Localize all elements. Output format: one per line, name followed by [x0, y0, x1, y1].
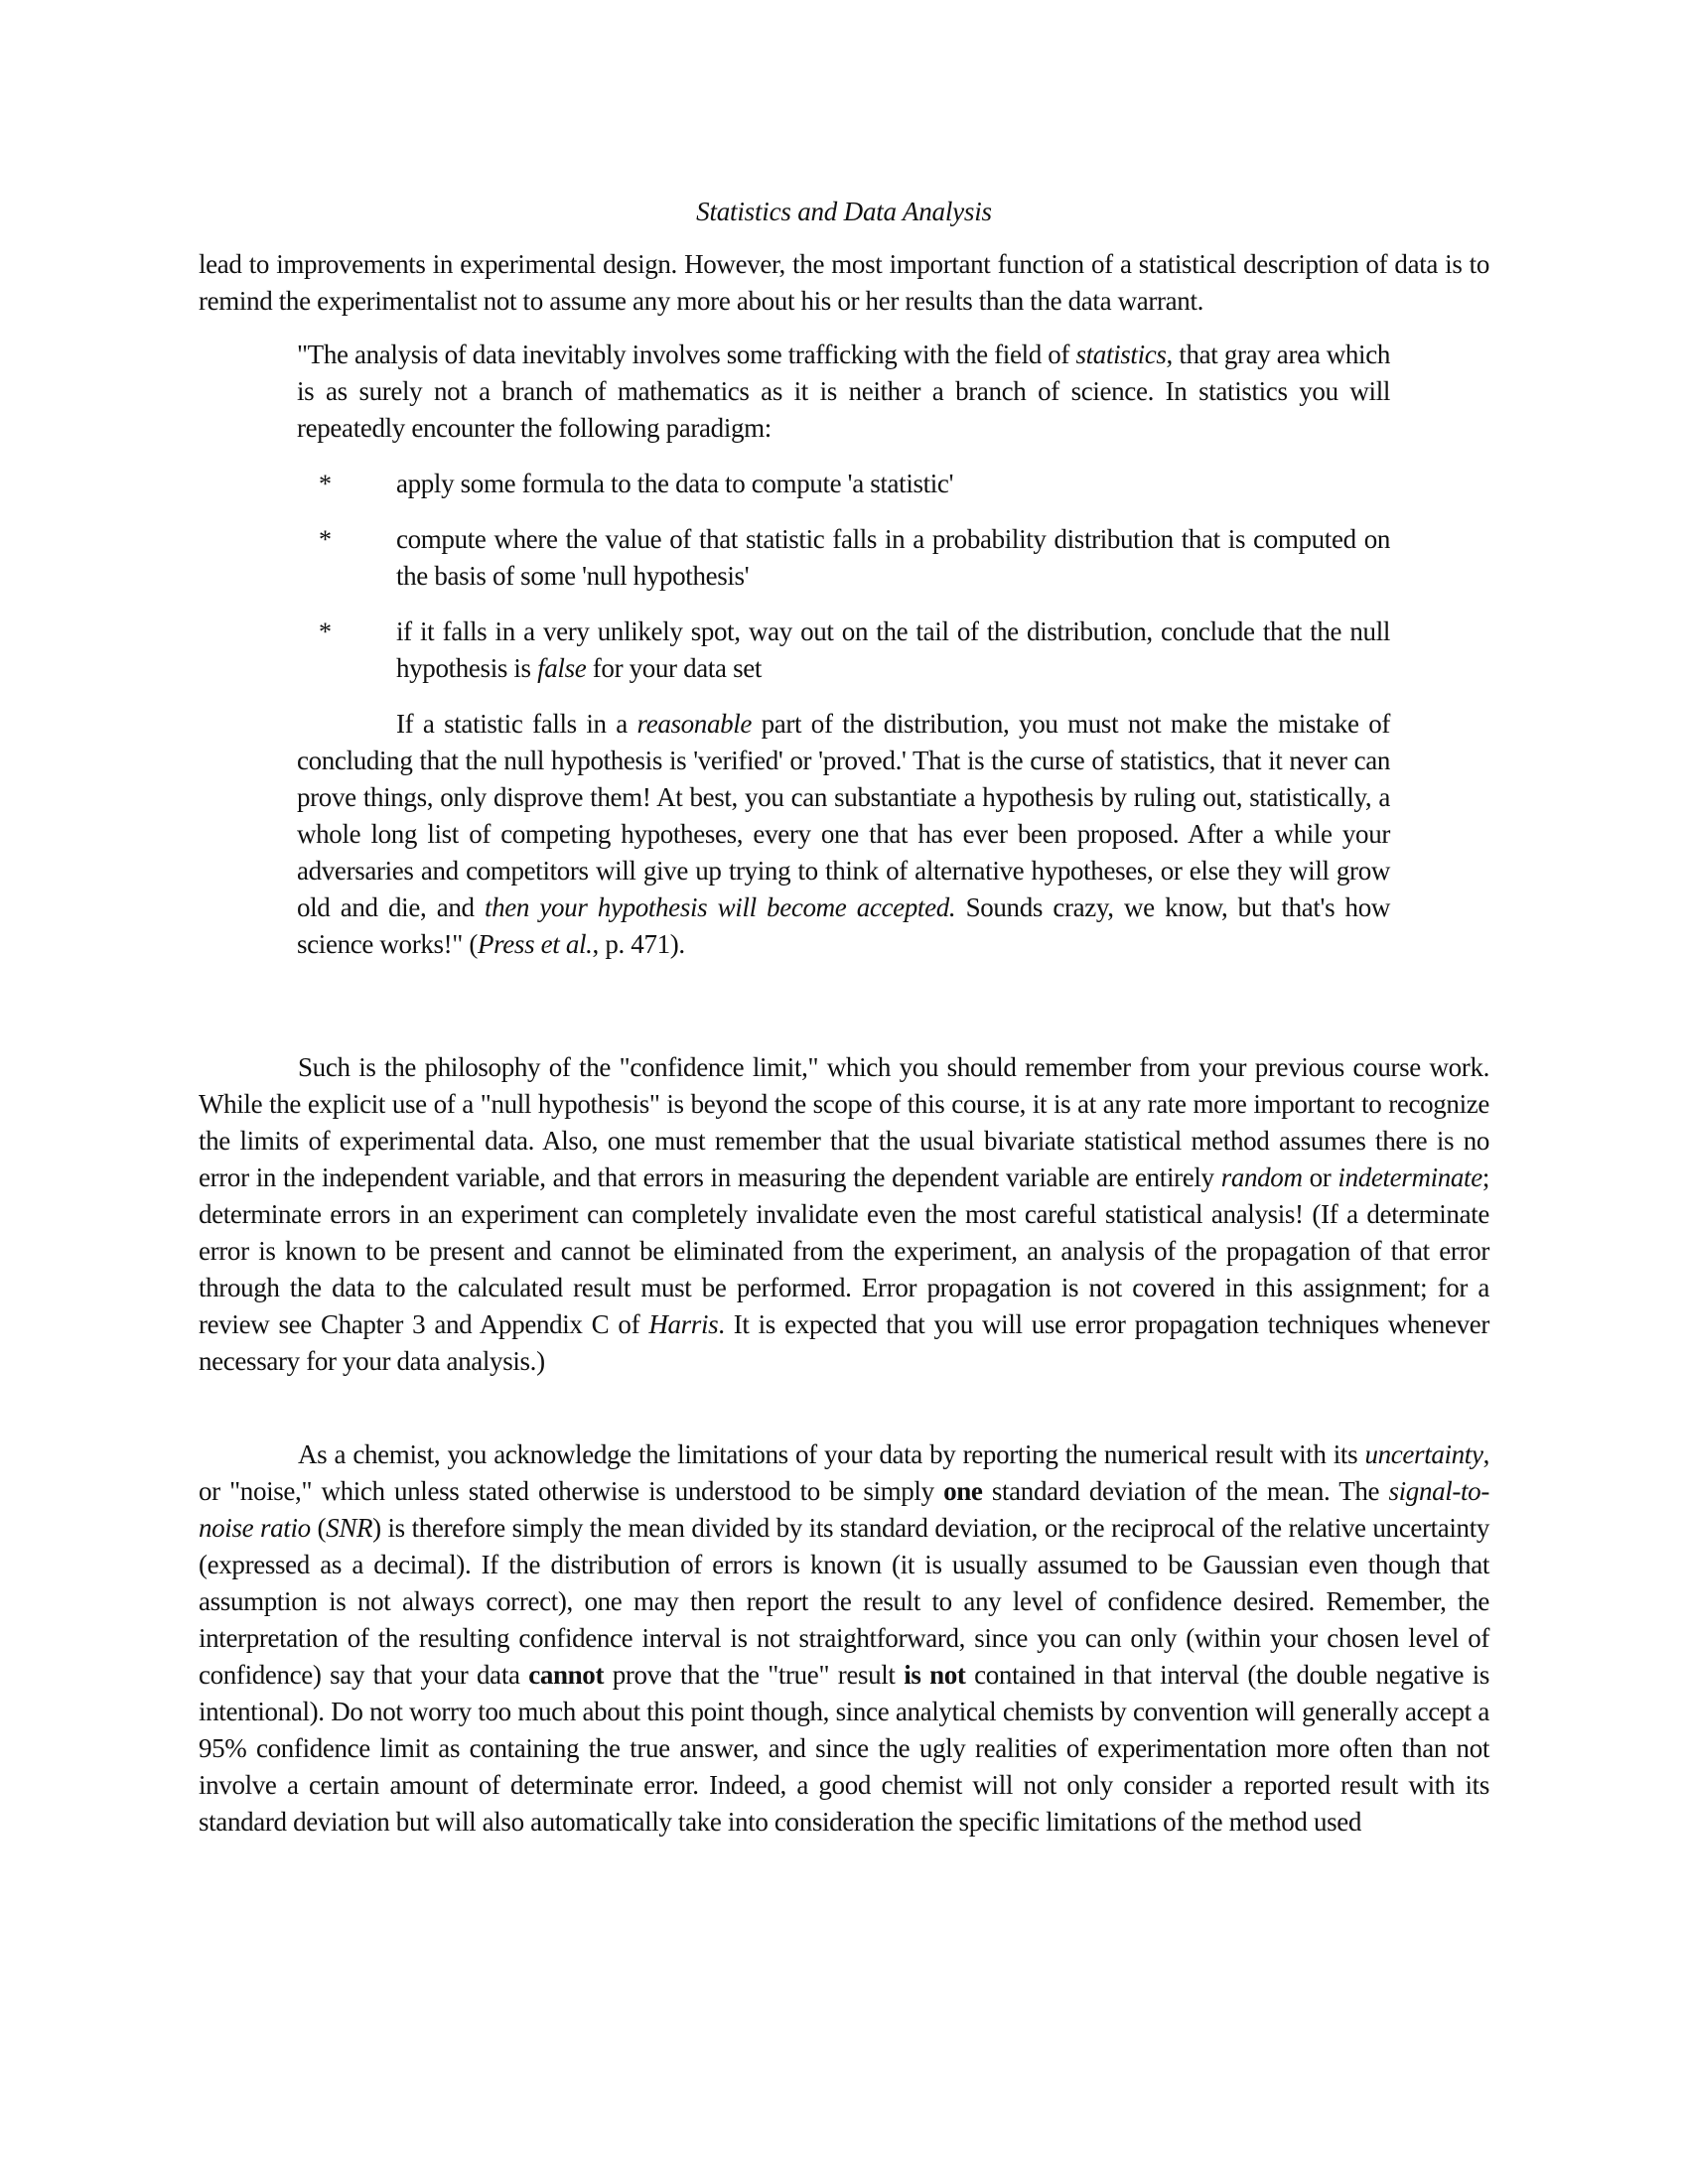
emphasis-signal-to-noise-ratio: signal-to-noise ratio: [199, 1476, 1489, 1543]
running-header: Statistics and Data Analysis: [696, 197, 992, 226]
paradigm-step-text-part: for your data set: [586, 653, 763, 683]
paragraph-text: contained in that interval (the double negative is intentional). Do not worry too much about this point though, since analytical chemists by convention will generally accept a 95% confidence limit as containing the true answer, and since the ugly realities of experimentation more often than not involve a certain amount of determinate error. Indeed, a good chemist will not only consider a reported result with its standard deviation but will also automatically take into consideration the specific limitations of the method used: [199, 1660, 1490, 1837]
paradigm-list-item: [297, 521, 1390, 595]
citation-authors: Press et al.: [478, 929, 593, 959]
paragraph-text: , or "noise," which unless stated otherwise is understood to be simply: [199, 1439, 1489, 1506]
paragraph-text: ) is therefore simply the mean divided by its standard deviation, or the reciprocal of the relative uncertainty (expressed as a decimal). If the distribution of errors is known (it is usually assumed to be Gaussian even though that assumption is not always correct), one may then report the result to any level of confidence desired. Remember, the interpretation of the resulting confidence interval is not straightforward, since you can only (within your chosen level of confidence) say that your data: [199, 1513, 1489, 1690]
paradigm-list-item: [297, 614, 1390, 687]
citation-page: , p. 471).: [592, 929, 685, 959]
paragraph-text: (: [310, 1513, 327, 1543]
quote-opening: [297, 337, 1390, 447]
bold-is-not: is not: [904, 1660, 966, 1690]
chemist-paragraph: [199, 1436, 1489, 1841]
paradigm-step-text-part: compute where the value of that statistic falls in a probability distribution that is computed on the basis of some 'null hypothesis': [396, 524, 1390, 591]
paradigm-step-text: [396, 466, 1390, 502]
asterisk-bullet-icon: *: [319, 525, 332, 554]
quote-closing-text: If a statistic falls in a: [396, 709, 637, 739]
emphasis-indeterminate: indeterminate: [1337, 1162, 1482, 1192]
quote-closing-text: Sounds crazy, we know, but that's how science works!" (: [297, 892, 1390, 959]
paragraph-text: ; determinate errors in an experiment can completely invalidate even the most careful statistical analysis! (If a determinate error is known to be present and cannot be eliminated from the experiment, an analysis of the propagation of that error through the data to the calculated result must be performed. Error propagation is not covered in this assignment; for a review see Chapter 3 and Appendix C of: [199, 1162, 1489, 1339]
paragraph-text: . It is expected that you will use error propagation techniques whenever necessary for your data analysis.): [199, 1309, 1489, 1376]
emphasis-random: random: [1220, 1162, 1303, 1192]
paragraph-text: standard deviation of the mean. The: [982, 1476, 1389, 1506]
quote-emphasis-accepted: then your hypothesis will become accepted.: [484, 892, 956, 922]
quote-opening-text-2: , that gray area which is as surely not a branch of mathematics as it is neither a branch of science. In statistics you will repeatedly encounter the following paradigm:: [297, 340, 1390, 443]
chemist-paragraph-text: [199, 1436, 1489, 1841]
intro-paragraph: [199, 246, 1489, 320]
quote-emphasis-false: false: [537, 653, 587, 683]
confidence-limit-paragraph: [199, 1049, 1489, 1380]
quote-opening-text: "The analysis of data inevitably involves some trafficking with the field of: [297, 340, 1076, 369]
asterisk-bullet-icon: *: [319, 617, 332, 646]
bold-cannot: cannot: [528, 1660, 605, 1690]
paradigm-step-text: [396, 521, 1390, 595]
emphasis-snr: SNR: [326, 1513, 373, 1543]
bold-one: one: [943, 1476, 983, 1506]
paragraph-text: Such is the philosophy of the "confidence limit," which you should remember from your previous course work. While the explicit use of a "null hypothesis" is beyond the scope of this course, it is at any rate more important to recognize the limits of experimental data. Also, one must remember that the usual bivariate statistical method assumes there is no error in the independent variable, and that errors in measuring the dependent variable are entirely: [199, 1052, 1489, 1192]
quote-emphasis-reasonable: reasonable: [636, 709, 753, 739]
paragraph-text: prove that the "true" result: [604, 1660, 905, 1690]
paradigm-step-text-part: apply some formula to the data to compute 'a statistic': [396, 469, 954, 498]
intro-paragraph-text: lead to improvements in experimental design. However, the most important function of a statistical description of data is to remind the experimentalist not to assume any more about his or her results than the data warrant.: [199, 249, 1489, 316]
reference-harris: Harris: [648, 1309, 719, 1339]
quote-closing-text: part of the distribution, you must not make the mistake of concluding that the null hypothesis is 'verified' or 'proved.' That is the curse of statistics, that it never can prove things, only disprove them! At best, you can substantiate a hypothesis by ruling out, statistically, a whole long list of competing hypotheses, every one that has ever been proposed. After a while your adversaries and competitors will give up trying to think of alternative hypotheses, or else they will grow old and die, and: [297, 709, 1391, 922]
paragraph-text: As a chemist, you acknowledge the limitations of your data by reporting the numerical result with its: [298, 1439, 1365, 1469]
quote-emphasis-statistics: statistics: [1075, 340, 1167, 369]
emphasis-uncertainty: uncertainty: [1364, 1439, 1483, 1469]
paradigm-step-text-part: if it falls in a very unlikely spot, way out on the tail of the distribution, conclude that the null hypothesis is: [396, 616, 1390, 683]
paragraph-text: or: [1302, 1162, 1338, 1192]
confidence-limit-text: [199, 1049, 1489, 1380]
paradigm-step-text: [396, 614, 1390, 687]
paradigm-list-item: [297, 466, 1390, 502]
asterisk-bullet-icon: *: [319, 470, 332, 498]
block-quote: [297, 337, 1390, 963]
quote-closing: [297, 706, 1390, 963]
